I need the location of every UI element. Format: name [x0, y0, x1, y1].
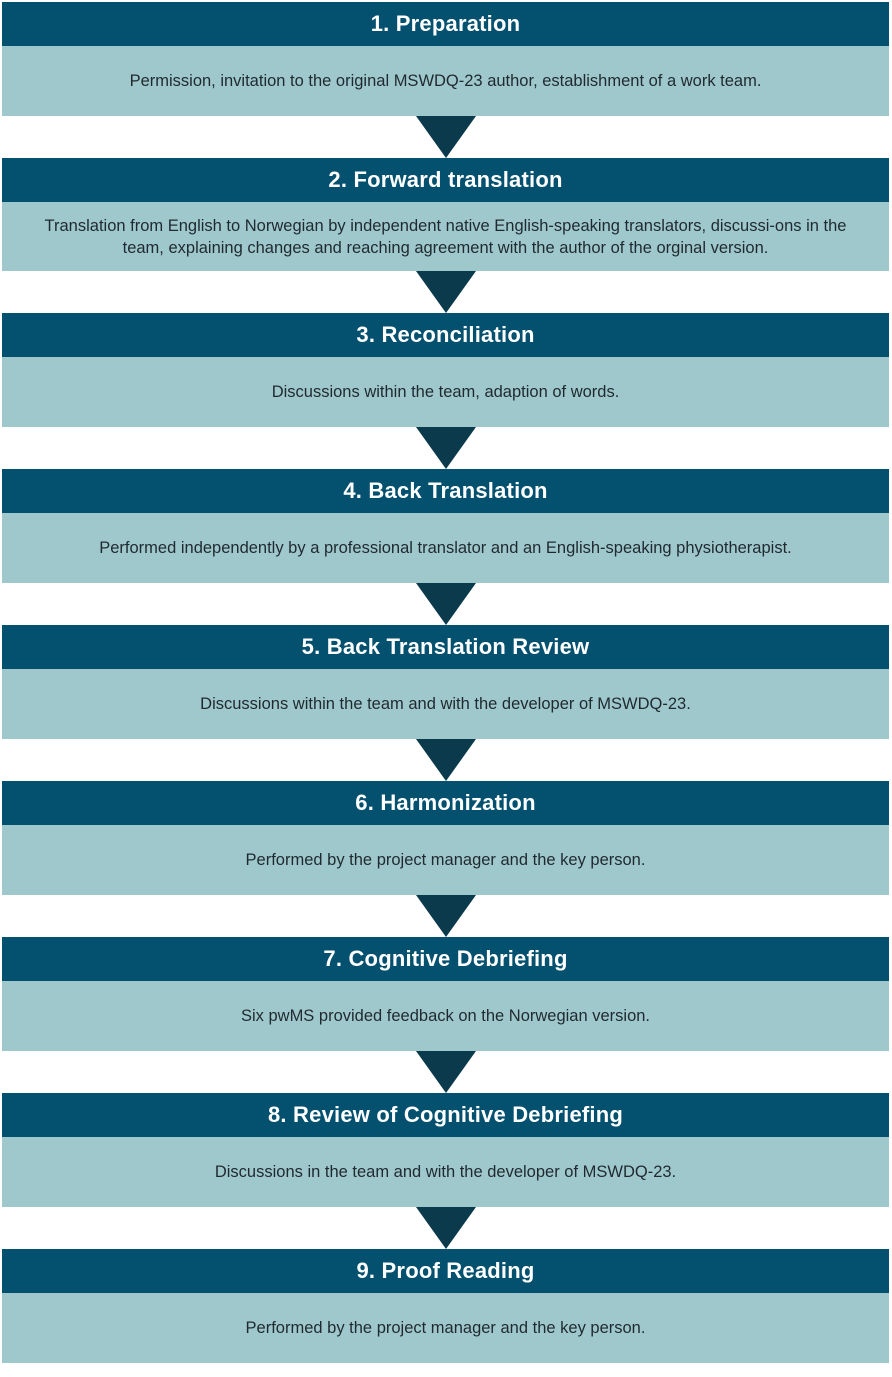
- step-preparation: [2, 2, 889, 116]
- process-flowchart: [2, 2, 889, 1363]
- step-description: Performed by the project manager and the key person.: [2, 1293, 889, 1363]
- step-reconciliation: [2, 313, 889, 427]
- step-description: Six pwMS provided feedback on the Norwegian version.: [2, 981, 889, 1051]
- step-title: 5. Back Translation Review: [2, 625, 889, 669]
- step-title: 7. Cognitive Debriefing: [2, 937, 889, 981]
- step-review-cognitive-debriefing: [2, 1093, 889, 1207]
- step-title: 9. Proof Reading: [2, 1249, 889, 1293]
- step-title: 4. Back Translation: [2, 469, 889, 513]
- flow-arrow: [2, 895, 889, 937]
- flow-arrow: [2, 271, 889, 313]
- down-arrow-icon: [416, 116, 476, 158]
- down-arrow-icon: [416, 739, 476, 781]
- flow-arrow: [2, 739, 889, 781]
- down-arrow-icon: [416, 895, 476, 937]
- flow-arrow: [2, 583, 889, 625]
- step-forward-translation: [2, 158, 889, 271]
- step-description: Discussions within the team and with the developer of MSWDQ-23.: [2, 669, 889, 739]
- down-arrow-icon: [416, 1051, 476, 1093]
- flow-arrow: [2, 1207, 889, 1249]
- down-arrow-icon: [416, 271, 476, 313]
- step-description: Discussions within the team, adaption of words.: [2, 357, 889, 427]
- step-proof-reading: [2, 1249, 889, 1363]
- step-cognitive-debriefing: [2, 937, 889, 1051]
- down-arrow-icon: [416, 583, 476, 625]
- flow-arrow: [2, 116, 889, 158]
- step-title: 3. Reconciliation: [2, 313, 889, 357]
- down-arrow-icon: [416, 427, 476, 469]
- step-back-translation: [2, 469, 889, 583]
- down-arrow-icon: [416, 1207, 476, 1249]
- flow-arrow: [2, 1051, 889, 1093]
- step-back-translation-review: [2, 625, 889, 739]
- flow-arrow: [2, 427, 889, 469]
- step-title: 8. Review of Cognitive Debriefing: [2, 1093, 889, 1137]
- step-description: Performed independently by a professional translator and an English-speaking physiotherapist.: [2, 513, 889, 583]
- step-description: Translation from English to Norwegian by independent native English-speaking translators, discussi-ons in the team, explaining changes and reaching agreement with the author of the orginal version.: [2, 202, 889, 271]
- step-description: Discussions in the team and with the developer of MSWDQ-23.: [2, 1137, 889, 1207]
- step-title: 1. Preparation: [2, 2, 889, 46]
- step-title: 6. Harmonization: [2, 781, 889, 825]
- step-description: Performed by the project manager and the key person.: [2, 825, 889, 895]
- step-description: Permission, invitation to the original MSWDQ-23 author, establishment of a work team.: [2, 46, 889, 116]
- step-harmonization: [2, 781, 889, 895]
- step-title: 2. Forward translation: [2, 158, 889, 202]
